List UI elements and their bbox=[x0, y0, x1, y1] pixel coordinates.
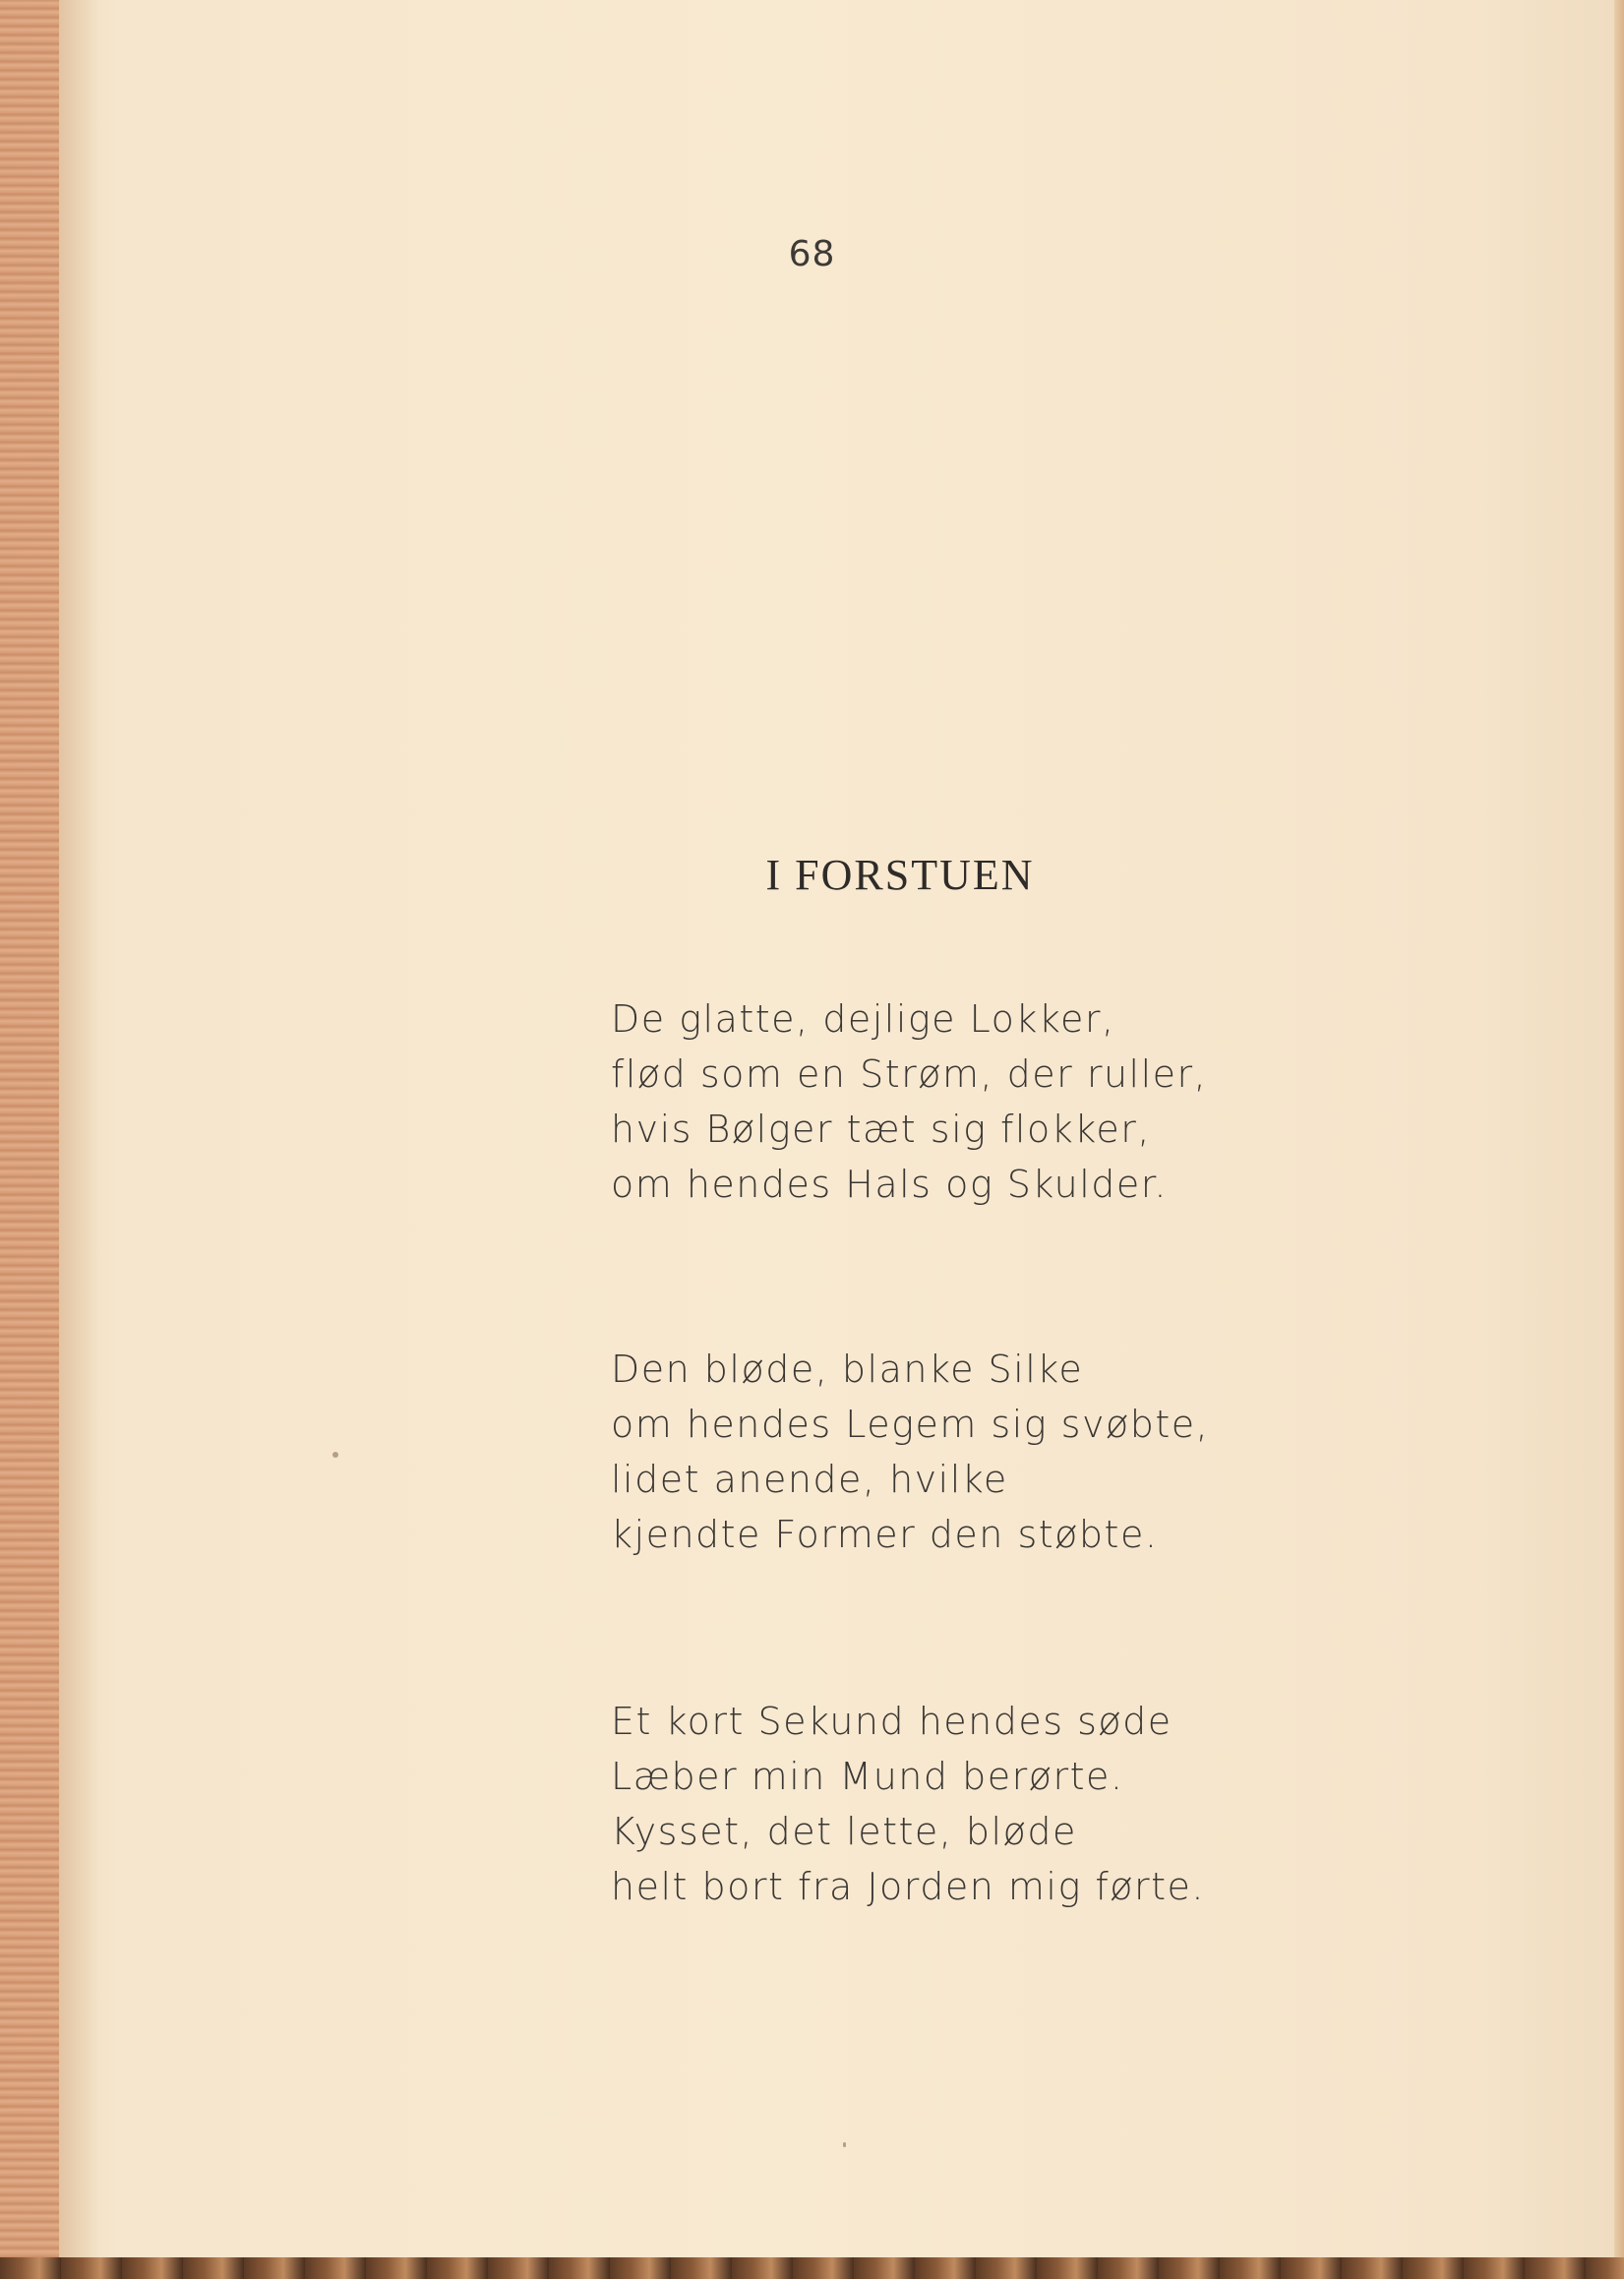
poem-line: hvis Bølger tæt sig flokker, bbox=[611, 1108, 1151, 1151]
paper-speck bbox=[332, 1452, 338, 1458]
poem-line: Kysset, det lette, bløde bbox=[611, 1810, 1077, 1853]
poem-line: om hendes Legem sig svøbte, bbox=[611, 1403, 1210, 1446]
poem-line: Den bløde, blanke Silke bbox=[611, 1348, 1084, 1391]
poem-line: lidet anende, hvilke bbox=[611, 1458, 1008, 1501]
stanza-3 bbox=[611, 1694, 1417, 1914]
stanza-2 bbox=[611, 1342, 1417, 1562]
page-right-edge bbox=[1614, 0, 1624, 2279]
gutter-shadow bbox=[59, 0, 98, 2279]
stanza-1 bbox=[611, 991, 1417, 1212]
poem-title: I FORSTUEN bbox=[765, 851, 1035, 899]
paper-speck bbox=[843, 2142, 846, 2147]
poem-line: om hendes Hals og Skulder. bbox=[611, 1163, 1169, 1206]
book-spine-edge bbox=[0, 0, 59, 2279]
poem-line: flød som en Strøm, der ruller, bbox=[611, 1052, 1208, 1096]
book-bottom-edge bbox=[0, 2257, 1624, 2279]
poem-line: kjendte Former den støbte. bbox=[611, 1513, 1159, 1556]
poem-line: De glatte, dejlige Lokker, bbox=[611, 997, 1115, 1041]
poem-line: helt bort fra Jorden mig førte. bbox=[611, 1865, 1205, 1908]
poem-line: Læber min Mund berørte. bbox=[611, 1755, 1124, 1798]
poem-line: Et kort Sekund hendes søde bbox=[611, 1700, 1173, 1743]
page-number: 68 bbox=[788, 234, 836, 274]
